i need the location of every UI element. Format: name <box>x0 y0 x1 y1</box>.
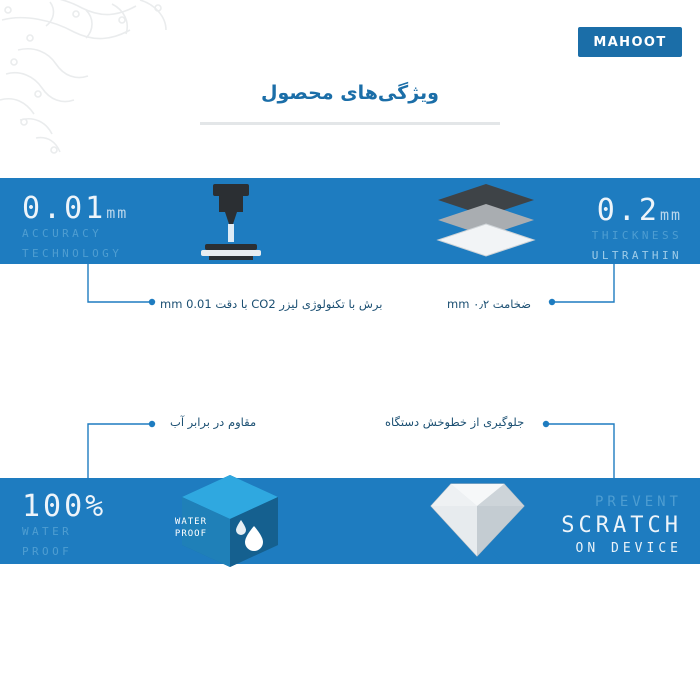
feature-scratch-line1: PREVENT <box>594 494 682 510</box>
feature-accuracy-value: 0.01 <box>22 191 107 226</box>
feature-waterproof-line1: WATER <box>22 525 73 538</box>
feature-waterproof-text <box>22 489 107 562</box>
brand-logo-text: MAHOOT <box>593 34 667 50</box>
page-title: ویژگی‌های محصول <box>261 82 439 104</box>
feature-accuracy-value-row <box>22 191 129 226</box>
feature-accuracy-line2: TECHNOLOGY <box>22 246 123 260</box>
feature-ultrathin-line1: THICKNESS <box>591 229 682 242</box>
connector-lines-top <box>0 262 700 322</box>
feature-ultrathin-text <box>591 193 682 266</box>
connector-lines-bottom <box>0 412 700 482</box>
brand-logo <box>578 27 682 57</box>
svg-text:WATER: WATER <box>175 517 207 527</box>
feature-accuracy-line1: ACCURACY <box>22 227 103 240</box>
feature-accuracy-text <box>22 191 129 264</box>
feature-ultrathin-value-row <box>592 193 682 228</box>
feature-accuracy-unit: mm <box>106 204 129 222</box>
feature-ultrathin-line2: ULTRATHIN <box>591 248 682 262</box>
callout-scratch: جلوگیری از خطوخش دستگاه <box>385 415 525 429</box>
feature-scratch-line3: ON DEVICE <box>575 541 682 557</box>
laser-cutter-icon <box>195 182 267 264</box>
feature-scratch-text <box>561 490 682 561</box>
feature-waterproof-value: 100% <box>22 489 107 524</box>
diamond-icon <box>425 478 530 564</box>
callout-accuracy: برش با تکنولوژی لیزر CO2 با دقت 0.01 mm <box>160 297 383 311</box>
title-divider <box>200 122 500 125</box>
callout-ultrathin: ضخامت ۰٫۲ mm <box>447 297 531 311</box>
feature-ultrathin-unit: mm <box>659 206 682 224</box>
feature-waterproof-line2: PROOF <box>22 544 73 558</box>
layers-icon <box>430 182 542 262</box>
feature-ultrathin-value: 0.2 <box>596 193 660 228</box>
callout-waterproof: مقاوم در برابر آب <box>170 415 257 429</box>
feature-scratch-line2: SCRATCH <box>561 513 682 539</box>
svg-text:PROOF: PROOF <box>175 529 207 539</box>
water-proof-cube-icon <box>175 472 285 570</box>
